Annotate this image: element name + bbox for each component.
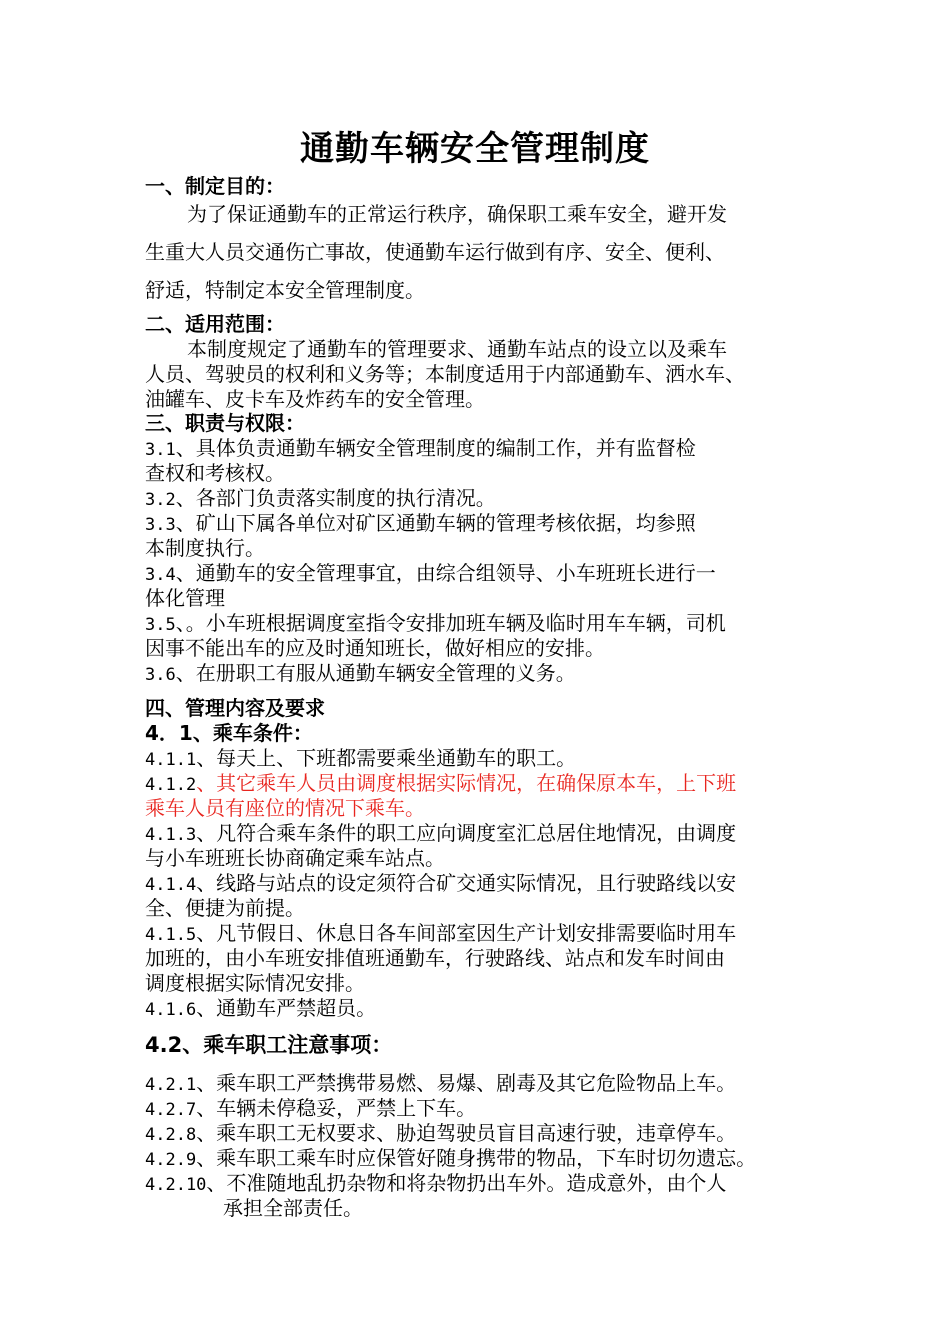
clause-text: 、通勤车的安全管理事宜，由综合组领导、小车班班长进行一	[175, 561, 716, 585]
section-3-heading: 三、职责与权限：	[145, 411, 305, 435]
clause-number: 4.1.1	[145, 750, 197, 770]
clause-number: 3.1	[145, 440, 176, 460]
clause-3-1	[145, 436, 696, 462]
highlighted-clause-text: 、其它乘车人员由调度根据实际情况，在确保原本车，上下班	[196, 771, 737, 795]
clause-text: 、乘车职工无权要求、胁迫驾驶员盲目高速行驶，违章停车。	[196, 1121, 737, 1145]
clause-number: 4.1.4	[145, 875, 197, 895]
clause-4-2-9	[145, 1146, 756, 1172]
clause-text: 、线路与站点的设定须符合矿交通实际情况，且行驶路线以安	[196, 871, 737, 895]
clause-text: 、凡节假日、休息日各车间部室因生产计划安排需要临时用车	[196, 921, 737, 945]
subsection-4-1-heading: 4．1、乘车条件：	[145, 721, 313, 745]
clause-text-continued: 加班的，由小车班安排值班通勤车，行驶路线、站点和发车时间由	[145, 946, 725, 970]
clause-text-continued: 全、便捷为前提。	[145, 896, 305, 920]
clause-4-2-1	[145, 1071, 736, 1097]
clause-text-continued: 与小车班班长协商确定乘车站点。	[145, 846, 445, 870]
clause-4-1-2	[145, 771, 736, 797]
clause-text-continued: 体化管理	[145, 586, 225, 610]
clause-text: 、通勤车严禁超员。	[196, 996, 377, 1020]
clause-number: 3.6	[145, 665, 176, 685]
clause-3-4	[145, 561, 716, 587]
clause-text: 、乘车职工乘车时应保管好随身携带的物品，下车时切勿遗忘。	[196, 1146, 757, 1170]
clause-3-2	[145, 486, 496, 512]
section-4-heading: 四、管理内容及要求	[145, 696, 325, 720]
clause-text-continued: 承担全部责任。	[223, 1196, 363, 1220]
section-1-line: 为了保证通勤车的正常运行秩序，确保职工乘车安全，避开发	[187, 202, 727, 226]
clause-text: 、不准随地乱扔杂物和将杂物扔出车外。造成意外，由个人	[206, 1171, 727, 1195]
highlighted-clause-text-continued: 乘车人员有座位的情况下乘车。	[145, 796, 425, 820]
clause-text-continued: 调度根据实际情况安排。	[145, 971, 365, 995]
clause-text: 、各部门负责落实制度的执行清况。	[175, 486, 496, 510]
clause-number: 4.2.9	[145, 1150, 197, 1170]
clause-text: 、每天上、下班都需要乘坐通勤车的职工。	[196, 746, 577, 770]
clause-4-1-6	[145, 996, 376, 1022]
clause-number: 4.1.3	[145, 825, 197, 845]
clause-number: 3.4	[145, 565, 176, 585]
clause-3-5	[145, 611, 726, 637]
clause-number: 4.2.8	[145, 1125, 197, 1145]
clause-4-1-4	[145, 871, 736, 897]
section-2-line: 油罐车、皮卡车及炸药车的安全管理。	[145, 387, 485, 411]
section-1-line: 舒适，特制定本安全管理制度。	[145, 278, 425, 302]
clause-text: 、具体负责通勤车辆安全管理制度的编制工作，并有监督检	[175, 436, 696, 460]
clause-4-1-5	[145, 921, 736, 947]
section-1-heading: 一、制定目的：	[145, 174, 285, 198]
clause-text-continued: 因事不能出车的应及时通知班长，做好相应的安排。	[145, 636, 605, 660]
section-2-heading: 二、适用范围：	[145, 312, 285, 336]
clause-3-3	[145, 511, 696, 537]
clause-4-1-1	[145, 746, 576, 772]
section-2-line: 人员、驾驶员的权利和义务等；本制度适用于内部通勤车、洒水车、	[145, 362, 745, 386]
clause-number: 4.2.10	[145, 1175, 207, 1195]
clause-text: 、。小车班根据调度室指令安排加班车辆及临时用车车辆，司机	[175, 611, 726, 635]
clause-4-2-8	[145, 1121, 736, 1147]
clause-text-continued: 查权和考核权。	[145, 461, 285, 485]
clause-number: 3.2	[145, 490, 176, 510]
clause-4-2-7	[145, 1096, 476, 1122]
subsection-4-2-heading: 4.2、乘车职工注意事项：	[145, 1033, 393, 1057]
section-2-line: 本制度规定了通勤车的管理要求、通勤车站点的设立以及乘车	[187, 337, 727, 361]
clause-number: 4.2.1	[145, 1075, 197, 1095]
clause-number: 3.3	[145, 515, 176, 535]
clause-4-1-3	[145, 821, 736, 847]
clause-3-6	[145, 661, 576, 687]
clause-text: 、凡符合乘车条件的职工应向调度室汇总居住地情况，由调度	[196, 821, 737, 845]
clause-4-2-10	[145, 1171, 726, 1197]
clause-number: 4.2.7	[145, 1100, 197, 1120]
clause-text: 、矿山下属各单位对矿区通勤车辆的管理考核依据，均参照	[175, 511, 696, 535]
clause-number: 4.1.6	[145, 1000, 197, 1020]
clause-text: 、乘车职工严禁携带易燃、易爆、剧毒及其它危险物品上车。	[196, 1071, 737, 1095]
clause-text-continued: 本制度执行。	[145, 536, 265, 560]
section-1-line: 生重大人员交通伤亡事故，使通勤车运行做到有序、安全、便利、	[145, 240, 725, 264]
clause-number: 4.1.5	[145, 925, 197, 945]
clause-number: 3.5	[145, 615, 176, 635]
clause-number: 4.1.2	[145, 775, 197, 795]
clause-text: 、在册职工有服从通勤车辆安全管理的义务。	[175, 661, 576, 685]
clause-text: 、车辆未停稳妥，严禁上下车。	[196, 1096, 477, 1120]
document-title: 通勤车辆安全管理制度	[300, 129, 650, 169]
